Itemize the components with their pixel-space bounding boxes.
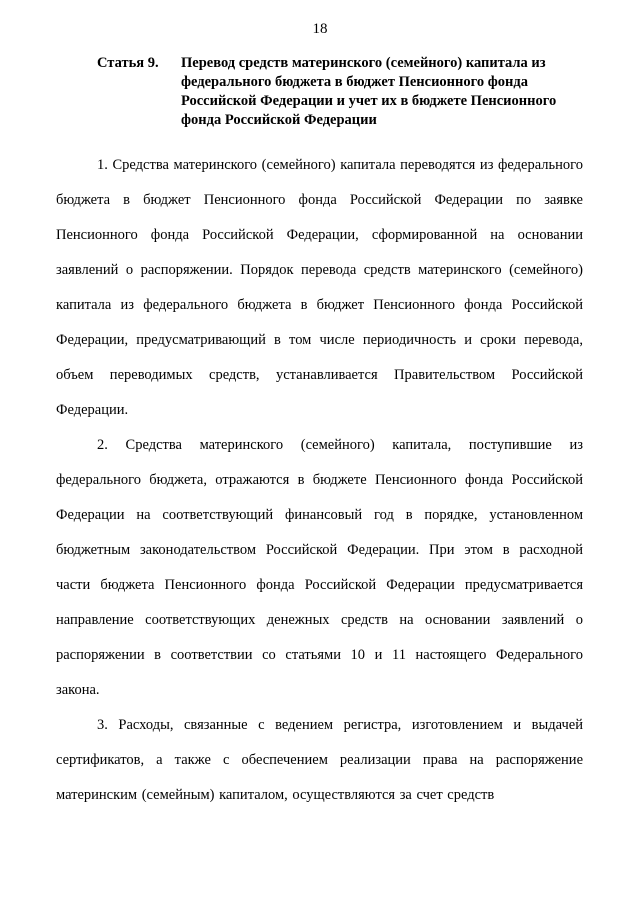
page-content	[0, 38, 640, 813]
article-label: Статья 9.	[97, 55, 159, 71]
paragraph-3: 3. Расходы, связанные с ведением регистра, изготовлением и выдачей сертификатов, а также с обеспечением реализации права на распоряжение материнским (семейным) капиталом, осуществляются за счет средств	[56, 717, 583, 803]
article-heading	[56, 54, 583, 130]
article-title: Перевод средств материнского (семейного) капитала из федерального бюджета в бюджет Пенсионного фонда Российской Федерации и учет их в бюджете Пенсионного фонда Российской Федерации	[181, 55, 557, 128]
paragraph-2: 2. Средства материнского (семейного) капитала, поступившие из федерального бюджета, отражаются в бюджете Пенсионного фонда Российской Федерации на соответствующий финансовый год в порядке, установленном бюджетным законодательством Российской Федерации. При этом в расходной части бюджета Пенсионного фонда Российской Федерации предусматривается направление соответствующих денежных средств на основании заявлений о распоряжении в соответствии со статьями 10 и 11 настоящего Федерального закона.	[56, 437, 583, 698]
article-body	[56, 148, 583, 813]
paragraph-1: 1. Средства материнского (семейного) капитала переводятся из федерального бюджета в бюджет Пенсионного фонда Российской Федерации по заявке Пенсионного фонда Российской Федерации, сформированной на основании заявлений о распоряжении. Порядок перевода средств материнского (семейного) капитала из федерального бюджета в бюджет Пенсионного фонда Российской Федерации, предусматривающий в том числе периодичность и сроки перевода, объем переводимых средств, устанавливается Правительством Российской Федерации.	[56, 157, 584, 418]
page-number: 18	[312, 21, 328, 37]
